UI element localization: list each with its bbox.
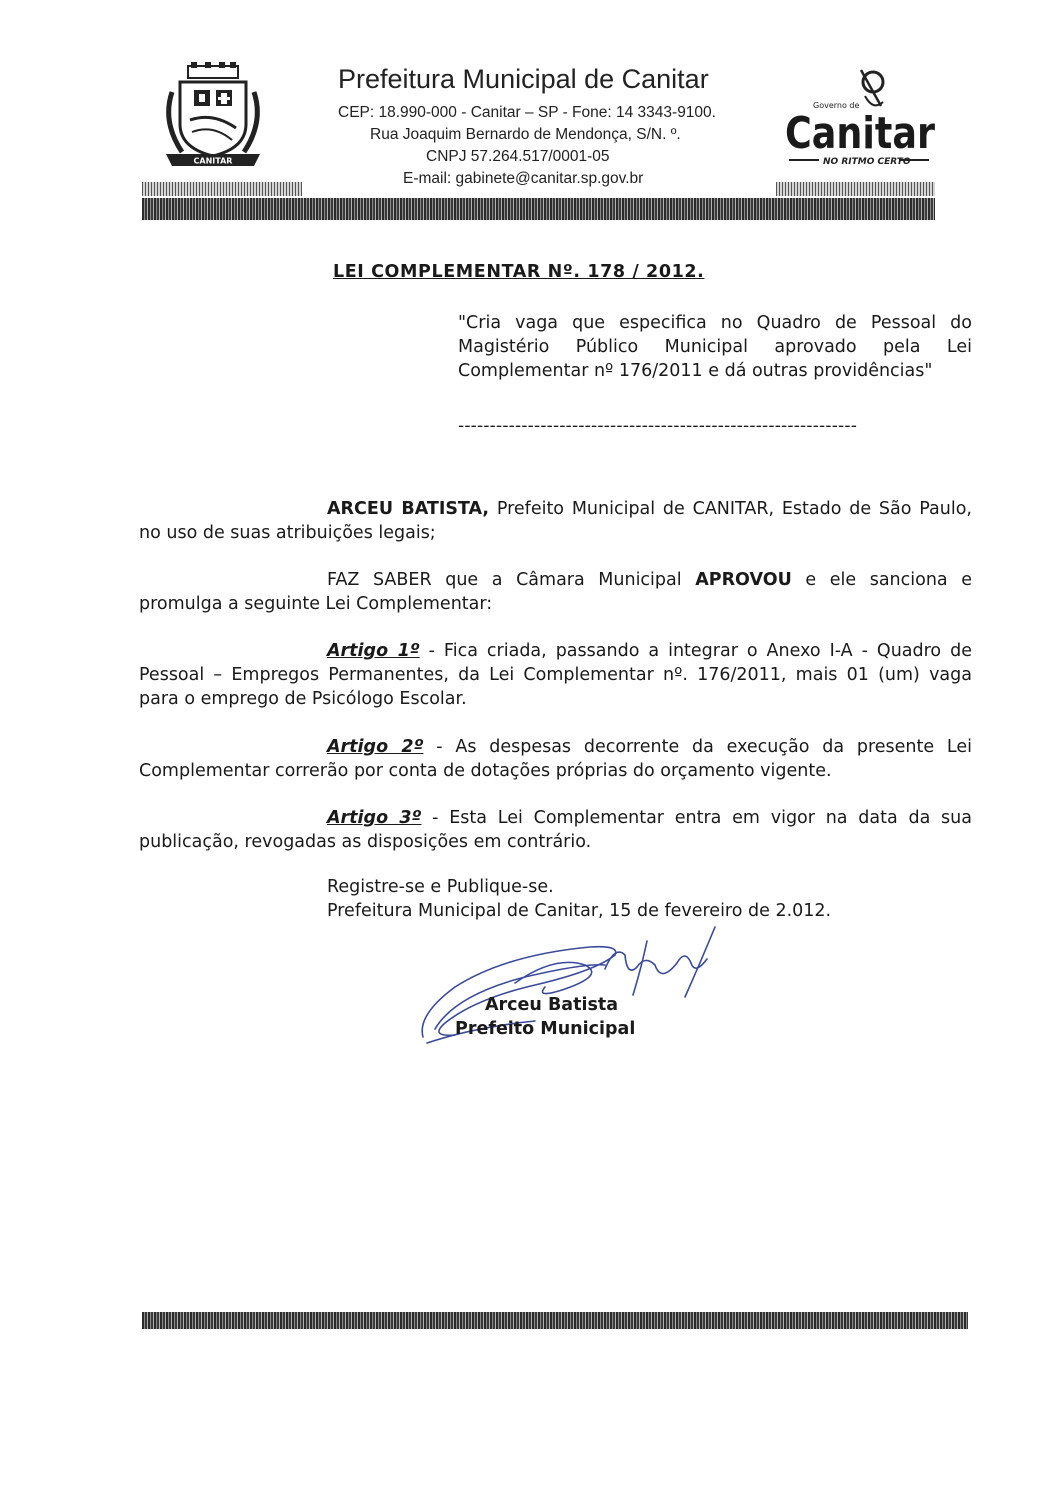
article-2-text: - As despesas decorrente da execução da presente Lei Complementar correrão por conta de dotações próprias do orçamento vigente.: [139, 737, 972, 781]
article-1-label: Artigo 1º: [327, 641, 420, 661]
header-email: E-mail: gabinete@canitar.sp.gov.br: [403, 170, 644, 187]
canitar-brand-logo: [783, 66, 943, 176]
law-title: LEI COMPLEMENTAR Nº. 178 / 2012.: [333, 262, 705, 282]
header-title: Prefeitura Municipal de Canitar: [338, 64, 709, 94]
signatory-name: Arceu Batista: [485, 995, 619, 1015]
brand-small-text: Governo de: [813, 101, 860, 110]
footer-divider-bar: [142, 1312, 968, 1329]
header-cep-phone: CEP: 18.990-000 - Canitar – SP - Fone: 14 3343-9100.: [338, 104, 716, 121]
article-3-text: - Esta Lei Complementar entra em vigor na data da sua publicação, revogadas as disposições em contrário.: [139, 808, 972, 852]
article-3-label: Artigo 3º: [327, 808, 422, 828]
preamble-paragraph: [139, 497, 972, 545]
closing-register-line: Registre-se e Publique-se.: [327, 877, 554, 897]
signatory-role: Prefeito Municipal: [455, 1019, 636, 1039]
law-summary: "Cria vaga que especifica no Quadro de Pessoal do Magistério Público Municipal aprovado pela Lei Complementar nº 176/2011 e dá outras providências": [458, 313, 972, 381]
header-address: Rua Joaquim Bernardo de Mendonça, S/N. º.: [370, 126, 681, 143]
brand-name: Canitar: [785, 108, 936, 159]
article-2-paragraph: [139, 735, 972, 783]
header-decorative-bar-left: [142, 182, 302, 196]
enactment-text-after: e ele sanciona e promulga a seguinte Lei Complementar:: [139, 570, 972, 614]
closing-date-line: Prefeitura Municipal de Canitar, 15 de fevereiro de 2.012.: [327, 901, 832, 921]
preamble-text: Prefeito Municipal de CANITAR, Estado de São Paulo, no uso de suas atribuições legais;: [139, 499, 972, 543]
enactment-paragraph: [139, 568, 972, 616]
article-2-label: Artigo 2º: [327, 737, 424, 757]
article-1-paragraph: [139, 639, 972, 711]
enactment-emphasis: APROVOU: [695, 570, 792, 590]
summary-separator: ---------------------------------------------------------------: [458, 416, 858, 436]
enactment-text-before: FAZ SABER que a Câmara Municipal: [327, 570, 696, 590]
header-cnpj: CNPJ 57.264.517/0001-05: [426, 148, 610, 165]
coat-of-arms-logo: [158, 62, 268, 172]
mayor-name: ARCEU BATISTA,: [327, 499, 490, 519]
coat-of-arms-ribbon-text: CANITAR: [193, 156, 233, 166]
header-divider-bar: [142, 198, 935, 220]
brand-tagline: NO RITMO CERTO: [823, 157, 911, 167]
article-1-text: - Fica criada, passando a integrar o Anexo I-A - Quadro de Pessoal – Empregos Permanentes, da Lei Complementar nº. 176/2011, mais 01 (um) vaga para o emprego de Psicólogo Escolar.: [139, 641, 973, 709]
article-3-paragraph: [139, 806, 972, 854]
header-decorative-bar-right: [776, 182, 935, 196]
